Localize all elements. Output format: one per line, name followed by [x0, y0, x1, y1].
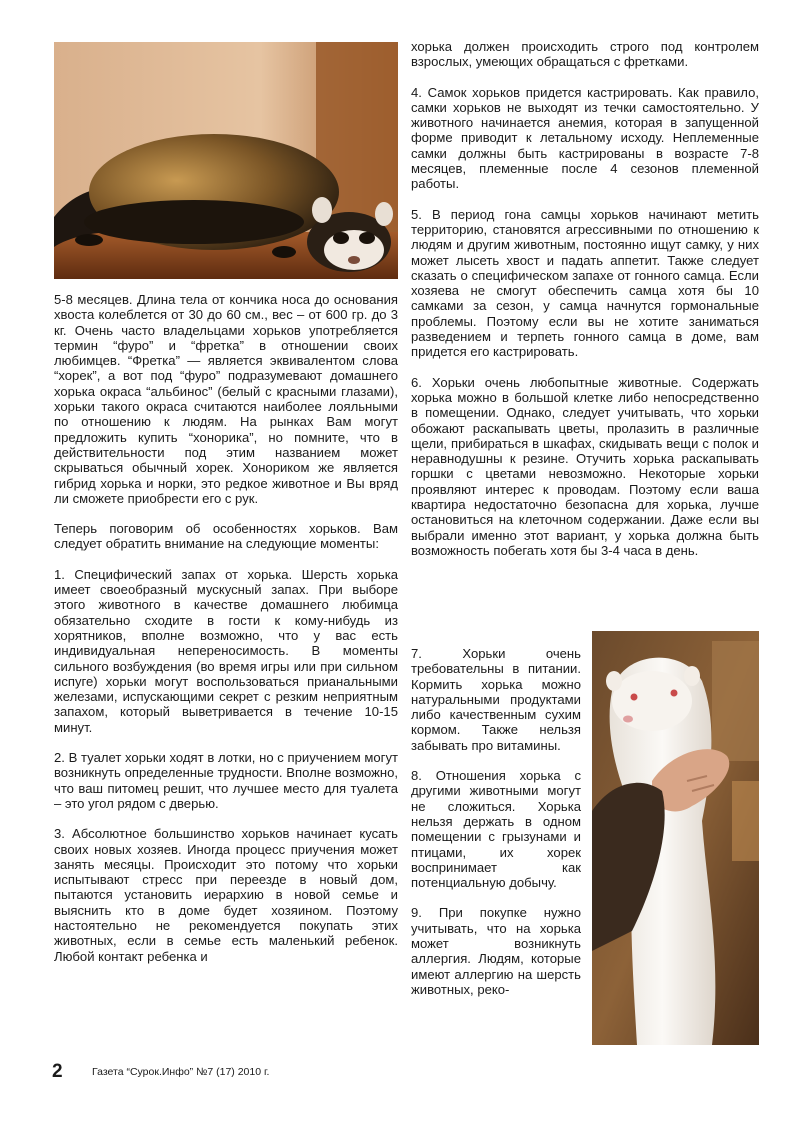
left-column [54, 292, 398, 964]
paragraph: 6. Хорьки очень любопытные животные. Содержать хорька можно в большой клетке либо непосредственно в помещении. Однако, следует учитывать, что хорьки обожают раскапывать цветы, пролазить в различные щели, прибираться в шкафах, скидывать вещи с полок и неравнодушны к резине. Отучить хорька раскапывать горшки с цветами невозможно. Некоторые хорьки проявляют интерес к проводам. Поэтому если ваша квартира недостаточно безопасна для хорька, лучше остановиться на клеточном содержании. Даже если вы выбрали именно этот вариант, у хорька должна быть возможность побегать хотя бы 3-4 часа в день. [411, 374, 759, 558]
paragraph: 3. Абсолютное большинство хорьков начинает кусать своих новых хозяев. Иногда процесс приучения может занять месяцы. Происходит это потому что хорьки испытывают стресс при переезде в новый дом, пытаются установить иерархию в новой семье и выяснить кто в доме будет хозяином. Поэтому настоятельно не рекомендуется покупать этих животных, если в семье есть маленький ребенок. Любой контакт ребенка и [54, 826, 398, 964]
paragraph: 4. Самок хорьков придется кастрировать. Как правило, самки хорьков не выходят из течки самостоятельно. У животного начинается анемия, которая в запущенной форме приводит к летальному исходу. Неплеменные самки должны быть кастрированы в возрасте 7-8 месяцев, племенные после 4 сезонов племенной работы. [411, 84, 759, 192]
issue-info: Газета “Сурок.Инфо” №7 (17) 2010 г. [92, 1066, 270, 1078]
paragraph: 1. Специфический запах от хорька. Шерсть хорька имеет своеобразный мускусный запах. При выборе этого животного в качестве домашнего любимца обязательно сходите в гости к кому-нибудь из хорятников, вполне возможно, что у вас есть индивидуальная непереносимость. В моменты сильного возбуждения (во время игры или при сильном испуге) хорьки могут воспользоваться прианальными железами, испускающими секрет с резким неприятным запахом, который выветривается в течение 10-15 минут. [54, 566, 398, 735]
paragraph: Теперь поговорим об особенностях хорьков. Вам следует обратить внимание на следующие моменты: [54, 521, 398, 552]
ferret-sable-image [54, 42, 398, 279]
paragraph: 5. В период гона самцы хорьков начинают метить территорию, становятся агрессивными по отношению к людям и другим животным, постоянно ищут самку, у них может лысеть хвост и падать аппетит. Также следует сказать о специфическом запахе от гонного самца. Если хозяева не смогут обеспечить самца хотя бы 10 самками за сезон, у самца начнутся гормональные проблемы. Поэтому если вы не хотите заниматься разведением и терпеть гонного самца в доме, вам придется его кастрировать. [411, 206, 759, 360]
page-number: 2 [52, 1061, 63, 1082]
ferret-photo-bottom [592, 631, 759, 1045]
ferret-photo-top [54, 42, 398, 279]
ferret-albino-image [592, 631, 759, 1045]
paragraph: 5-8 месяцев. Длина тела от кончика носа до основания хвоста колеблется от 30 до 60 см., вес – от 600 гр. до 3 кг. Очень часто владельцами хорьков употребляется термин “фуро” и “фретка” в отношении своих любимцев. “Фретка” — является эквивалентом слова “хорек”, а вот под “фуро” подразумевают домашнего хорька окраса “альбинос” (белый с красными глазами), хорьки такого окраса считаются наиболее лояльными по отношению к людям. На рынках Вам могут предложить купить “хонорика”, но помните, что в действительности под этим названием может скрываться обычный хорек. Хонориком же является гибрид хорька и норки, это редкое животное и Вы вряд ли сможете приобрести его с рук. [54, 292, 398, 506]
paragraph: 9. При покупке нужно учитывать, что на хорька может возникнуть аллергия. Людям, которые имеют аллергию на шерсть животных, реко- [411, 905, 581, 997]
paragraph: хорька должен происходить строго под контролем взрослых, умеющих обращаться с фретками. [411, 39, 759, 70]
right-column [411, 39, 759, 558]
narrow-column [411, 646, 581, 997]
paragraph: 7. Хорьки очень требовательны в питании. Кормить хорька можно натуральными продуктами либо качественным сухим кормом. Также нельзя забывать про витамины. [411, 646, 581, 753]
paragraph: 2. В туалет хорьки ходят в лотки, но с приучением могут возникнуть определенные трудности. Вполне возможно, что ваш питомец решит, что лучшее место для туалета – это угол рядом с дверью. [54, 750, 398, 811]
paragraph: 8. Отношения хорька с другими животными могут не сложиться. Хорька нельзя держать в одном помещении с грызунами и птицами, их хорек воспринимает как потенциальную добычу. [411, 768, 581, 891]
